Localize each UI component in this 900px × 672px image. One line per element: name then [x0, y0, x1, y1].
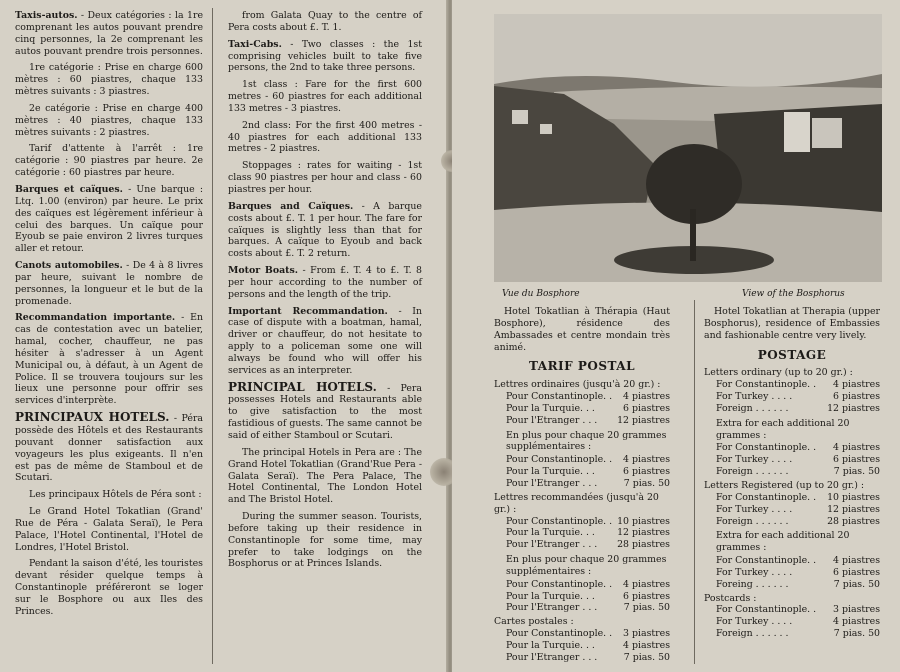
rate-price: 12 piastres [617, 414, 670, 426]
rate-destination: Foreign . . . . . . [716, 515, 789, 527]
rate-price: 4 piastres [833, 616, 880, 628]
rate-row [494, 591, 670, 603]
english-paragraph [228, 120, 422, 156]
rate-destination: Pour Constantinople. . [506, 454, 613, 466]
right-page [452, 0, 900, 672]
rate-price: 12 piastres [827, 402, 880, 414]
section-heading: Taxis-autos. [15, 10, 78, 21]
rate-price: 6 piastres [623, 466, 670, 478]
rate-destination: Pour l'Etranger . . . [506, 651, 598, 663]
rate-row [494, 466, 670, 478]
rate-section-label: En plus pour chaque 20 grammes supplémentaires : [506, 554, 667, 577]
english-paragraph [228, 265, 422, 301]
paragraph-text: During the summer season. Tourists, before taking up their residence in Constantinople for some time, may prefer to take lodgings on the Bosphorus or at Princes Islands. [228, 511, 422, 570]
paragraph-text: - In case of dispute with a boatman, hamal, driver or chauffeur, do not hesitate to apply to a policeman some one will always be found who will offer his services as an interpreter. [228, 305, 422, 376]
paragraph-text: - From £. T. 4 to £. T. 8 per hour according to the number of persons and the length of the trip. [228, 265, 422, 300]
french-paragraph [15, 62, 203, 98]
rate-row [494, 478, 670, 490]
section-heading: Barques and Caïques. [228, 200, 354, 212]
rate-row [494, 516, 670, 528]
rate-destination: Pour la Turquie. . . [506, 527, 595, 539]
paragraph-text: The principal Hotels in Pera are : The Grand Hotel Tokatlian (Grand'Rue Pera - Galata Seraï). The Pera Palace, The Hotel Continental, The London Hotel and The Bristol Hotel. [228, 446, 422, 506]
rate-row [494, 628, 670, 640]
rate-row [704, 454, 880, 466]
rate-section-label: Extra for each additional 20 grammes : [716, 417, 850, 441]
paragraph-text: - En cas de contestation avec un batelier, hamal, cocher, chauffeur, ne pas hésiter à s'adresser à un Agent Municipal ou, à défaut, à un Agent de Police. Il se trouvera toujours sur les lieux une personne pour offrir ses services d'interprète. [15, 312, 203, 407]
postage-title: POSTAGE [757, 347, 827, 362]
rate-price: 4 piastres [623, 454, 670, 466]
rate-destination: Pour Constantinople. . [506, 578, 613, 590]
rate-price: 4 piastres [623, 639, 670, 651]
rate-price: 10 piastres [617, 515, 670, 527]
rate-row [494, 579, 670, 591]
paragraph-text: - De 4 à 8 livres par heure, suivant le nombre de personnes, la longueur et le but de la promenade. [15, 260, 204, 307]
french-paragraph [15, 506, 203, 553]
rate-section-label: Letters ordinary (up to 20 gr.) : [704, 367, 853, 379]
caption-french: Vue du Bosphore [502, 289, 580, 299]
section-heading: Important Recommandation. [228, 305, 388, 317]
rate-section-label: Postcards : [704, 592, 757, 604]
rate-row [494, 527, 670, 539]
rate-price: 7 pias. 50 [623, 602, 670, 614]
paragraph-text: Le Grand Hotel Tokatlian (Grand' Rue de Péra - Galata Seraï), le Pera Palace, l'Hotel Continental, l'Hotel de Londres, l'Hotel Bristol. [15, 506, 203, 553]
rate-price: 28 piastres [827, 515, 880, 527]
rate-destination: For Constantinople. . [716, 379, 817, 391]
french-paragraph [15, 489, 203, 501]
rate-row [704, 516, 880, 528]
rate-price: 7 pias. 50 [623, 477, 670, 489]
paragraph-text: Les principaux Hôtels de Péra sont : [29, 489, 202, 501]
hotel-intro-english: Hotel Tokatlian at Therapia (upper Bosphorus), residence of Embassies and fashionable centre very lively. [704, 306, 880, 341]
rate-price: 3 piastres [623, 628, 670, 640]
rate-destination: For Turkey . . . . [716, 566, 793, 578]
english-paragraph [228, 306, 422, 377]
caption-english: View of the Bosphorus [742, 289, 845, 299]
rate-destination: Foreign . . . . . . [716, 628, 789, 640]
paragraph-text: 2nd class: For the first 400 metres - 40 piastres for each additional 133 metres - 2 piastres. [228, 119, 422, 155]
rate-price: 7 pias. 50 [623, 651, 670, 663]
bosphorus-photo [494, 14, 882, 282]
rate-destination: Pour Constantinople. . [506, 628, 613, 640]
paragraph-text: - Une barque : Ltq. 1.00 (environ) par heure. Le prix des caïques est légèrement inférieur à celui des barques. Un caïque pour Eyoub se paie environ 2 livres turques aller et retour. [15, 183, 203, 255]
rate-destination: For Turkey . . . . [716, 616, 793, 628]
rate-price: 6 piastres [833, 391, 880, 403]
paragraph-text: - A barque costs about £. T. 1 per hour. The fare for caïques is slightly less than that for barques. A caïque to Eyoub and back costs about £. T. 2 return. [228, 200, 422, 260]
english-paragraph [228, 379, 422, 442]
rate-destination: Pour la Turquie. . . [506, 402, 595, 414]
english-paragraph [228, 10, 422, 34]
rate-section-label: Lettres recommandées (jusqu'à 20 gr.) : [494, 491, 659, 515]
rate-row [704, 604, 880, 616]
rate-section-label: En plus pour chaque 20 grammes supplémentaires : [506, 429, 667, 453]
rate-section-label: Extra for each additional 20 grammes : [716, 530, 850, 554]
english-paragraph [228, 160, 422, 196]
rate-row [704, 567, 880, 579]
french-paragraph [15, 184, 203, 255]
rate-price: 7 pias. 50 [833, 628, 880, 640]
rate-price: 12 piastres [617, 527, 670, 539]
paragraph-text: from Galata Quay to the centre of Pera costs about £. T. 1. [228, 10, 422, 33]
english-paragraph [228, 201, 422, 260]
rate-destination: For Turkey . . . . [716, 391, 793, 403]
rate-row [704, 391, 880, 403]
rate-destination: For Turkey . . . . [716, 454, 793, 466]
english-postage-column [704, 306, 880, 640]
rate-destination: Pour la Turquie. . . [506, 590, 595, 602]
rate-row [494, 454, 670, 466]
french-postal-column [494, 306, 670, 664]
rate-price: 12 piastres [827, 503, 880, 515]
rate-destination: Pour l'Etranger . . . [506, 477, 598, 489]
rate-row [704, 466, 880, 478]
hotel-intro-french: Hotel Tokatlian à Thérapia (Haut Bosphore), résidence des Ambassades et centre mondain très animé. [494, 306, 670, 353]
rate-destination: For Constantinople. . [716, 604, 817, 616]
rate-price: 6 piastres [623, 590, 670, 602]
paragraph-text: Pendant la saison d'été, les touristes devant résider quelque temps à Constantinople préféreront se loger sur le Bosphore ou aux Iles des Princes. [15, 558, 203, 617]
rate-row [494, 539, 670, 551]
french-paragraph [15, 10, 203, 57]
rate-price: 6 piastres [623, 402, 670, 414]
rate-price: 28 piastres [617, 539, 670, 551]
rate-destination: For Turkey . . . . [716, 503, 793, 515]
rate-destination: Pour l'Etranger . . . [506, 414, 598, 426]
rate-destination: Pour la Turquie. . . [506, 639, 595, 651]
section-heading: PRINCIPAL HOTELS. [228, 379, 377, 394]
rate-row [704, 442, 880, 454]
rate-row [494, 391, 670, 403]
rate-price: 4 piastres [833, 379, 880, 391]
rate-row [704, 504, 880, 516]
french-paragraph [15, 312, 203, 407]
rate-price: 7 pias. 50 [833, 578, 880, 590]
rate-row [704, 492, 880, 504]
section-heading: Canots automobiles. [15, 260, 123, 272]
rate-row [704, 555, 880, 567]
french-paragraph [15, 558, 203, 617]
rate-destination: For Constantinople. . [716, 491, 817, 503]
english-paragraph [228, 447, 422, 506]
rate-destination: For Constantinople. . [716, 555, 817, 567]
english-paragraph [228, 511, 422, 570]
rate-row [494, 415, 670, 427]
rate-price: 4 piastres [623, 391, 670, 403]
rate-row [494, 602, 670, 614]
rate-section-label: Cartes postales : [494, 616, 574, 628]
paragraph-text: - Pera possesses Hotels and Restaurants able to give satisfaction to the most fastidious of guests. The same cannot be said of either Stamboul or Scutari. [228, 382, 422, 441]
rate-row [704, 579, 880, 591]
rate-row [494, 640, 670, 652]
rate-section-label: Lettres ordinaires (jusqu'à 20 gr.) : [494, 379, 661, 391]
paragraph-text: Stoppages : rates for waiting - 1st class 90 piastres per hour and class - 60 piastres per hour. [228, 160, 422, 195]
rate-row [494, 652, 670, 664]
rate-price: 4 piastres [833, 442, 880, 454]
english-paragraph [228, 79, 422, 115]
rate-destination: Pour l'Etranger . . . [506, 602, 598, 614]
rate-row [704, 379, 880, 391]
paragraph-text: 2e catégorie : Prise en charge 400 mètres : 40 piastres, chaque 133 mètres suivants : 2 piastres. [15, 102, 203, 138]
rate-row [704, 616, 880, 628]
paragraph-text: - Péra possède des Hôtels et des Restaurants pouvant donner satisfaction aux voyageurs les plus exigeants. Il n'en est pas de même de Stamboul et de Scutari. [15, 413, 203, 484]
rate-price: 6 piastres [833, 566, 880, 578]
rate-price: 7 pias. 50 [833, 466, 880, 478]
french-text-column [15, 10, 203, 623]
rate-price: 4 piastres [623, 578, 670, 590]
french-paragraph [15, 412, 203, 484]
rate-row [494, 403, 670, 415]
french-paragraph [15, 103, 203, 139]
paragraph-text: - Deux catégories : la 1re comprenant les autos pouvant prendre cinq personnes, la 2e comprenant les autos pouvant prendre trois personnes. [15, 10, 203, 57]
rate-row [704, 403, 880, 415]
tarif-postal-title: TARIF POSTAL [528, 359, 636, 374]
rate-destination: Foreign . . . . . . [716, 466, 789, 478]
english-paragraph [228, 39, 422, 75]
rate-destination: Pour la Turquie. . . [506, 466, 595, 478]
paragraph-text: 1st class : Fare for the first 600 metres - 60 piastres for each additional 133 metres - 3 piastres. [228, 79, 422, 114]
rate-row [704, 628, 880, 640]
column-divider [694, 300, 695, 664]
rate-destination: Pour l'Etranger . . . [506, 539, 598, 551]
english-text-column [228, 10, 422, 575]
section-heading: Taxi-Cabs. [228, 38, 282, 50]
section-heading: Motor Boats. [228, 265, 299, 277]
rate-price: 3 piastres [833, 604, 880, 616]
rate-destination: Pour Constantinople. . [506, 515, 613, 527]
rate-price: 10 piastres [827, 491, 880, 503]
left-page [0, 0, 448, 672]
column-divider [212, 8, 213, 664]
section-heading: Barques et caïques. [15, 183, 123, 195]
french-paragraph [15, 143, 203, 179]
rate-price: 4 piastres [833, 555, 880, 567]
paragraph-text: 1re catégorie : Prise en charge 600 mètres : 60 piastres, chaque 133 mètres suivants : 3 piastres. [15, 62, 203, 98]
french-paragraph [15, 260, 203, 307]
paragraph-text: - Two classes : the 1st comprising vehicles built to take five persons, the 2nd to take three persons. [228, 38, 422, 74]
section-heading: Recommandation importante. [15, 312, 176, 324]
rate-destination: Foreing . . . . . . [716, 578, 789, 590]
rate-destination: Foreign . . . . . . [716, 402, 789, 414]
rate-destination: Pour Constantinople. . [506, 391, 613, 403]
paragraph-text: Tarif d'attente à l'arrêt : 1re catégorie : 90 piastres par heure. 2e catégorie : 60 piastres par heure. [15, 143, 203, 179]
rate-price: 6 piastres [833, 454, 880, 466]
section-heading: PRINCIPAUX HOTELS. [15, 410, 170, 425]
rate-destination: For Constantinople. . [716, 442, 817, 454]
rate-section-label: Letters Registered (up to 20 gr.) : [704, 479, 865, 491]
